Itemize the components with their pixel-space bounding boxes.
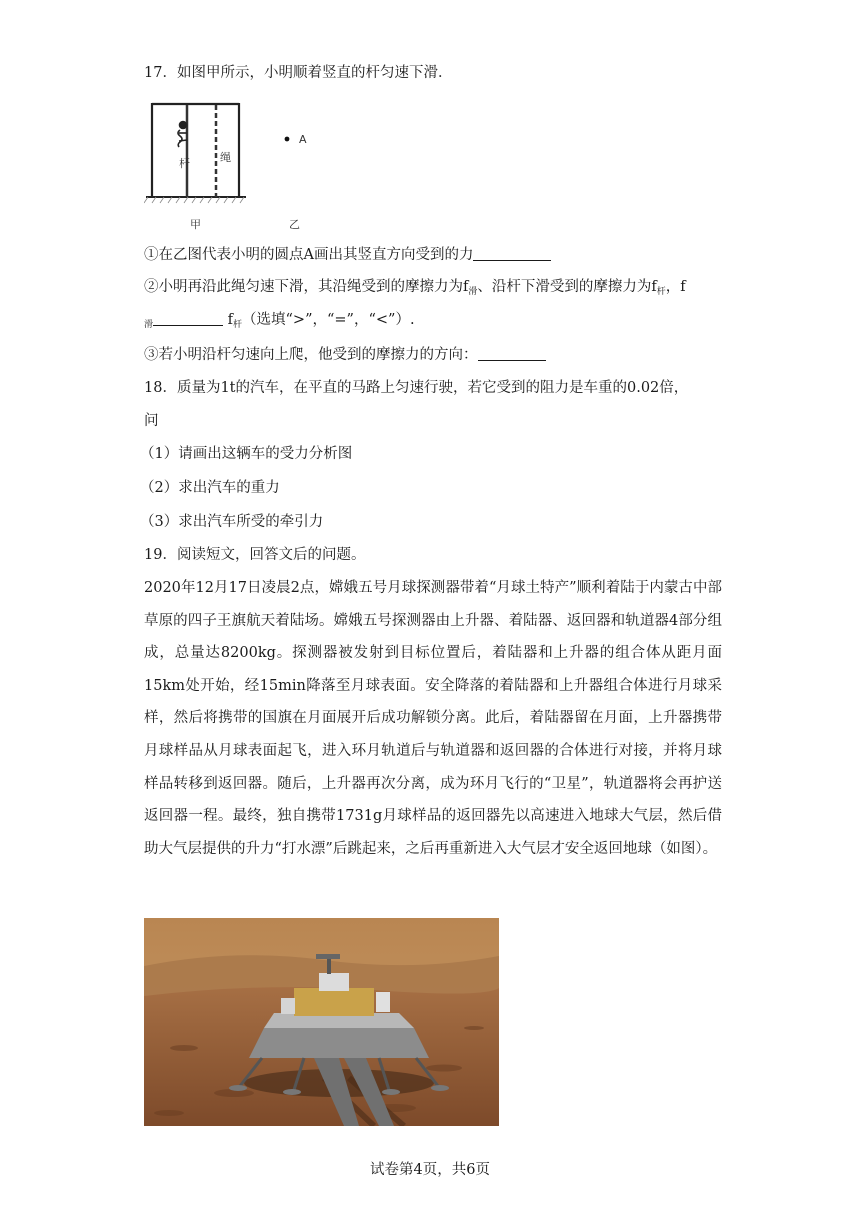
subscript-gan: 杆 <box>656 287 666 297</box>
label-yi: 乙 <box>289 218 300 231</box>
q18-sub2: （2）求出汽车的重力 <box>140 480 280 496</box>
subscript-hua-2: 滑 <box>144 320 154 330</box>
q18-stem-1: 18．质量为1t的汽车，在平直的马路上匀速行驶，若它受到的阻力是车重的0.02倍， <box>144 380 689 396</box>
q17-part2-line2: $_滑$ $f_杆$（选填“>”，“=”，“<”）. <box>144 312 415 330</box>
q18-sub3: （3）求出汽车所受的牵引力 <box>140 514 324 530</box>
q17-part1-blank[interactable] <box>473 246 551 261</box>
q17-part2-text-c: ，f <box>665 279 686 295</box>
subscript-gan-2: 杆 <box>233 320 243 330</box>
q19-passage: 2020年12月17日凌晨2点，嫦娥五号月球探测器带着“月球土特产”顺利着陆于内蒙古中部草原的四子王旗航天着陆场。嫦娥五号探测器由上升器、着陆器、返回器和轨道器4部分组成，总量达8200kg。探测器被发射到目标位置后，着陆器和上升器的组合体从距月面15km处开始，经15min降落至月球表面。安全降落的着陆器和上升器组合体进行月球采样，然后将携带的国旗在月面展开后成功解锁分离。此后，着陆器留在月面，上升器携带月球样品从月球表面起飞，进入环月轨道后与轨道器和返回器的合体进行对接，并将月球样品转移到返回器。随后，上升器再次分离，成为环月飞行的“卫星”，轨道器将会再护送返回器一程。最终，独自携带1731g月球样品的返回器先以高速进入地球大气层，然后借助大气层提供的升力“打水漂”后跳起来，之后再重新进入大气层才安全返回地球（如图）。 <box>144 580 722 857</box>
q17-part2-line1 <box>144 277 686 302</box>
q17-part2-text-a: ②小明再沿此绳匀速下滑，其沿绳受到的摩擦力为f <box>144 279 469 295</box>
q17-part2-text-b: 、沿杆下滑受到的摩擦力为f <box>477 279 657 295</box>
lander-photo <box>144 918 499 1126</box>
person-figure <box>178 122 187 148</box>
q18-stem-2: 问 <box>144 413 159 429</box>
label-sheng: 绳 <box>220 151 231 164</box>
label-gan: 杆 <box>179 157 190 170</box>
q17-part2-blank[interactable] <box>153 311 223 326</box>
label-point-a: A <box>299 133 307 146</box>
q17-part3-text: ③若小明沿杆匀速向上爬，他受到的摩擦力的方向： <box>144 347 478 363</box>
label-jia: 甲 <box>190 218 201 231</box>
q18-sub1: （1）请画出这辆车的受力分析图 <box>140 446 353 462</box>
subscript-hua: 滑 <box>468 287 478 297</box>
q17-part3 <box>144 345 546 365</box>
q17-part2-text-d: （选填“>”，“=”，“<”）. <box>242 312 415 328</box>
q19-stem: 19．阅读短文，回答文后的问题。 <box>144 547 366 563</box>
q17-figure-pole-and-rope <box>144 97 314 237</box>
q17-stem: 17．如图甲所示，小明顺着竖直的杆匀速下滑． <box>144 65 453 81</box>
q17-part1-text: ①在乙图代表小明的圆点A画出其竖直方向受到的力 <box>144 247 474 263</box>
page-footer: 试卷第4页，共6页 <box>370 1162 490 1178</box>
q17-part1 <box>144 245 551 265</box>
point-a <box>285 137 290 142</box>
q17-part3-blank[interactable] <box>478 346 546 361</box>
